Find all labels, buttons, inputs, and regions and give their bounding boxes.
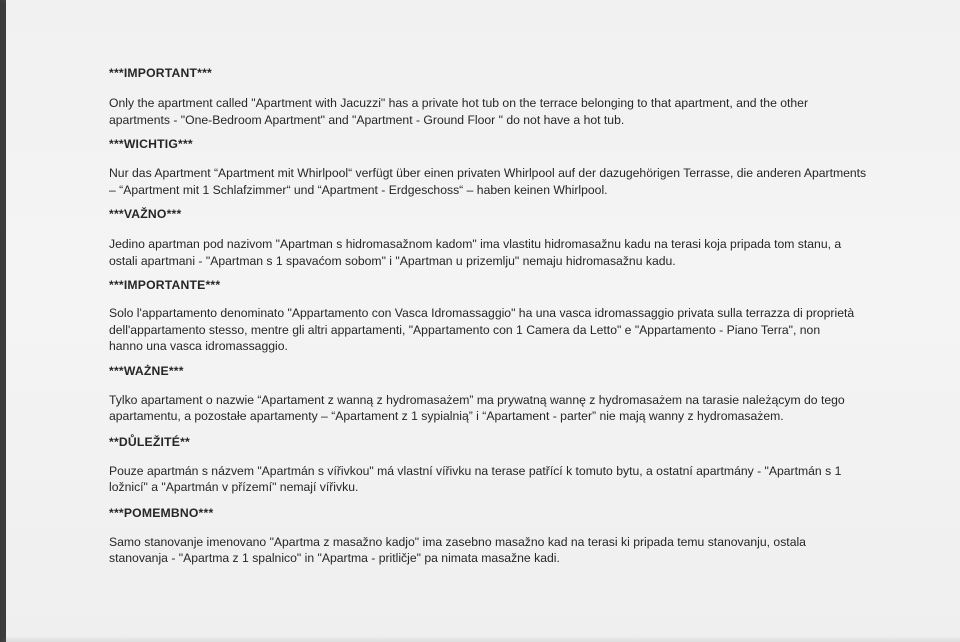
section-slovenian [109,505,869,567]
section-paragraph: Jedino apartman pod nazivom "Apartman s hidromasažnom kadom" ima vlastitu hidromasažnu kadu na terasi koja pripada tom stanu, a ostali apartmani - "Apartman s 1 spavaćom sobom" i "Apartman u prizemlju" nemaju hidromasažnu kadu. [109,237,842,268]
section-paragraph: Pouze apartmán s názvem "Apartmán s vířivkou" má vlastní vířivku na terase patřící k tomuto bytu, a ostatní apartmány - "Apartmán s 1 ložnicí" a "Apartmán v přízemí" nemají vířivku. [109,463,842,494]
notice-document [109,62,869,567]
section-german [109,136,869,198]
section-english [109,65,869,128]
section-heading: ***IMPORTANTE*** [109,278,221,292]
section-paragraph: Solo l'appartamento denominato "Appartamento con Vasca Idromassaggio" ha una vasca idromassaggio privata sulla terrazza di proprietà dell'appartamento stesso, mentre gli altri appartamenti, "Appartamento con 1 Camera da Letto" e "Appartamento - Piano Terra", non hanno una vasca idromassaggio. [109,306,855,353]
section-heading: ***WICHTIG*** [109,137,193,151]
section-croatian [109,206,869,269]
section-polish [109,363,869,425]
section-italian [109,277,869,355]
section-czech [109,434,869,496]
section-paragraph: Only the apartment called "Apartment with Jacuzzi" has a private hot tub on the terrace belonging to that apartment, and the other apartments - "One-Bedroom Apartment" and "Apartment - Ground Floor " do not have a hot tub. [109,96,809,127]
section-heading: ***VAŽNO*** [109,207,182,221]
section-heading: **DŮLEŽITÉ** [109,434,190,449]
section-heading: ***IMPORTANT*** [109,66,212,80]
section-paragraph: Tylko apartament o nazwie “Apartament z wanną z hydromasażem” ma prywatną wannę z hydromasażem na tarasie należącym do tego apartamentu, a pozostałe apartamenty – “Apartament z 1 sypialnią” i “Apartament - parter” nie mają wanny z hydromasażem. [109,392,845,423]
paper-shadow [6,636,960,642]
section-heading: ***WAŻNE*** [109,363,184,378]
section-heading: ***POMEMBNO*** [109,505,214,520]
section-paragraph: Nur das Apartment “Apartment mit Whirlpool“ verfügt über einen privaten Whirlpool auf der dazugehörigen Terrasse, die anderen Apartments – “Apartment mit 1 Schlafzimmer“ und “Apartment - Erdgeschoss“ – haben keinen Whirlpool. [109,166,867,197]
section-paragraph: Samo stanovanje imenovano "Apartma z masažno kadjo" ima zasebno masažno kad na terasi ki pripada temu stanovanju, ostala stanovanja - "Apartma z 1 spalnico" in "Apartma - pritličje" pa nimata masažne kadi. [109,534,806,565]
